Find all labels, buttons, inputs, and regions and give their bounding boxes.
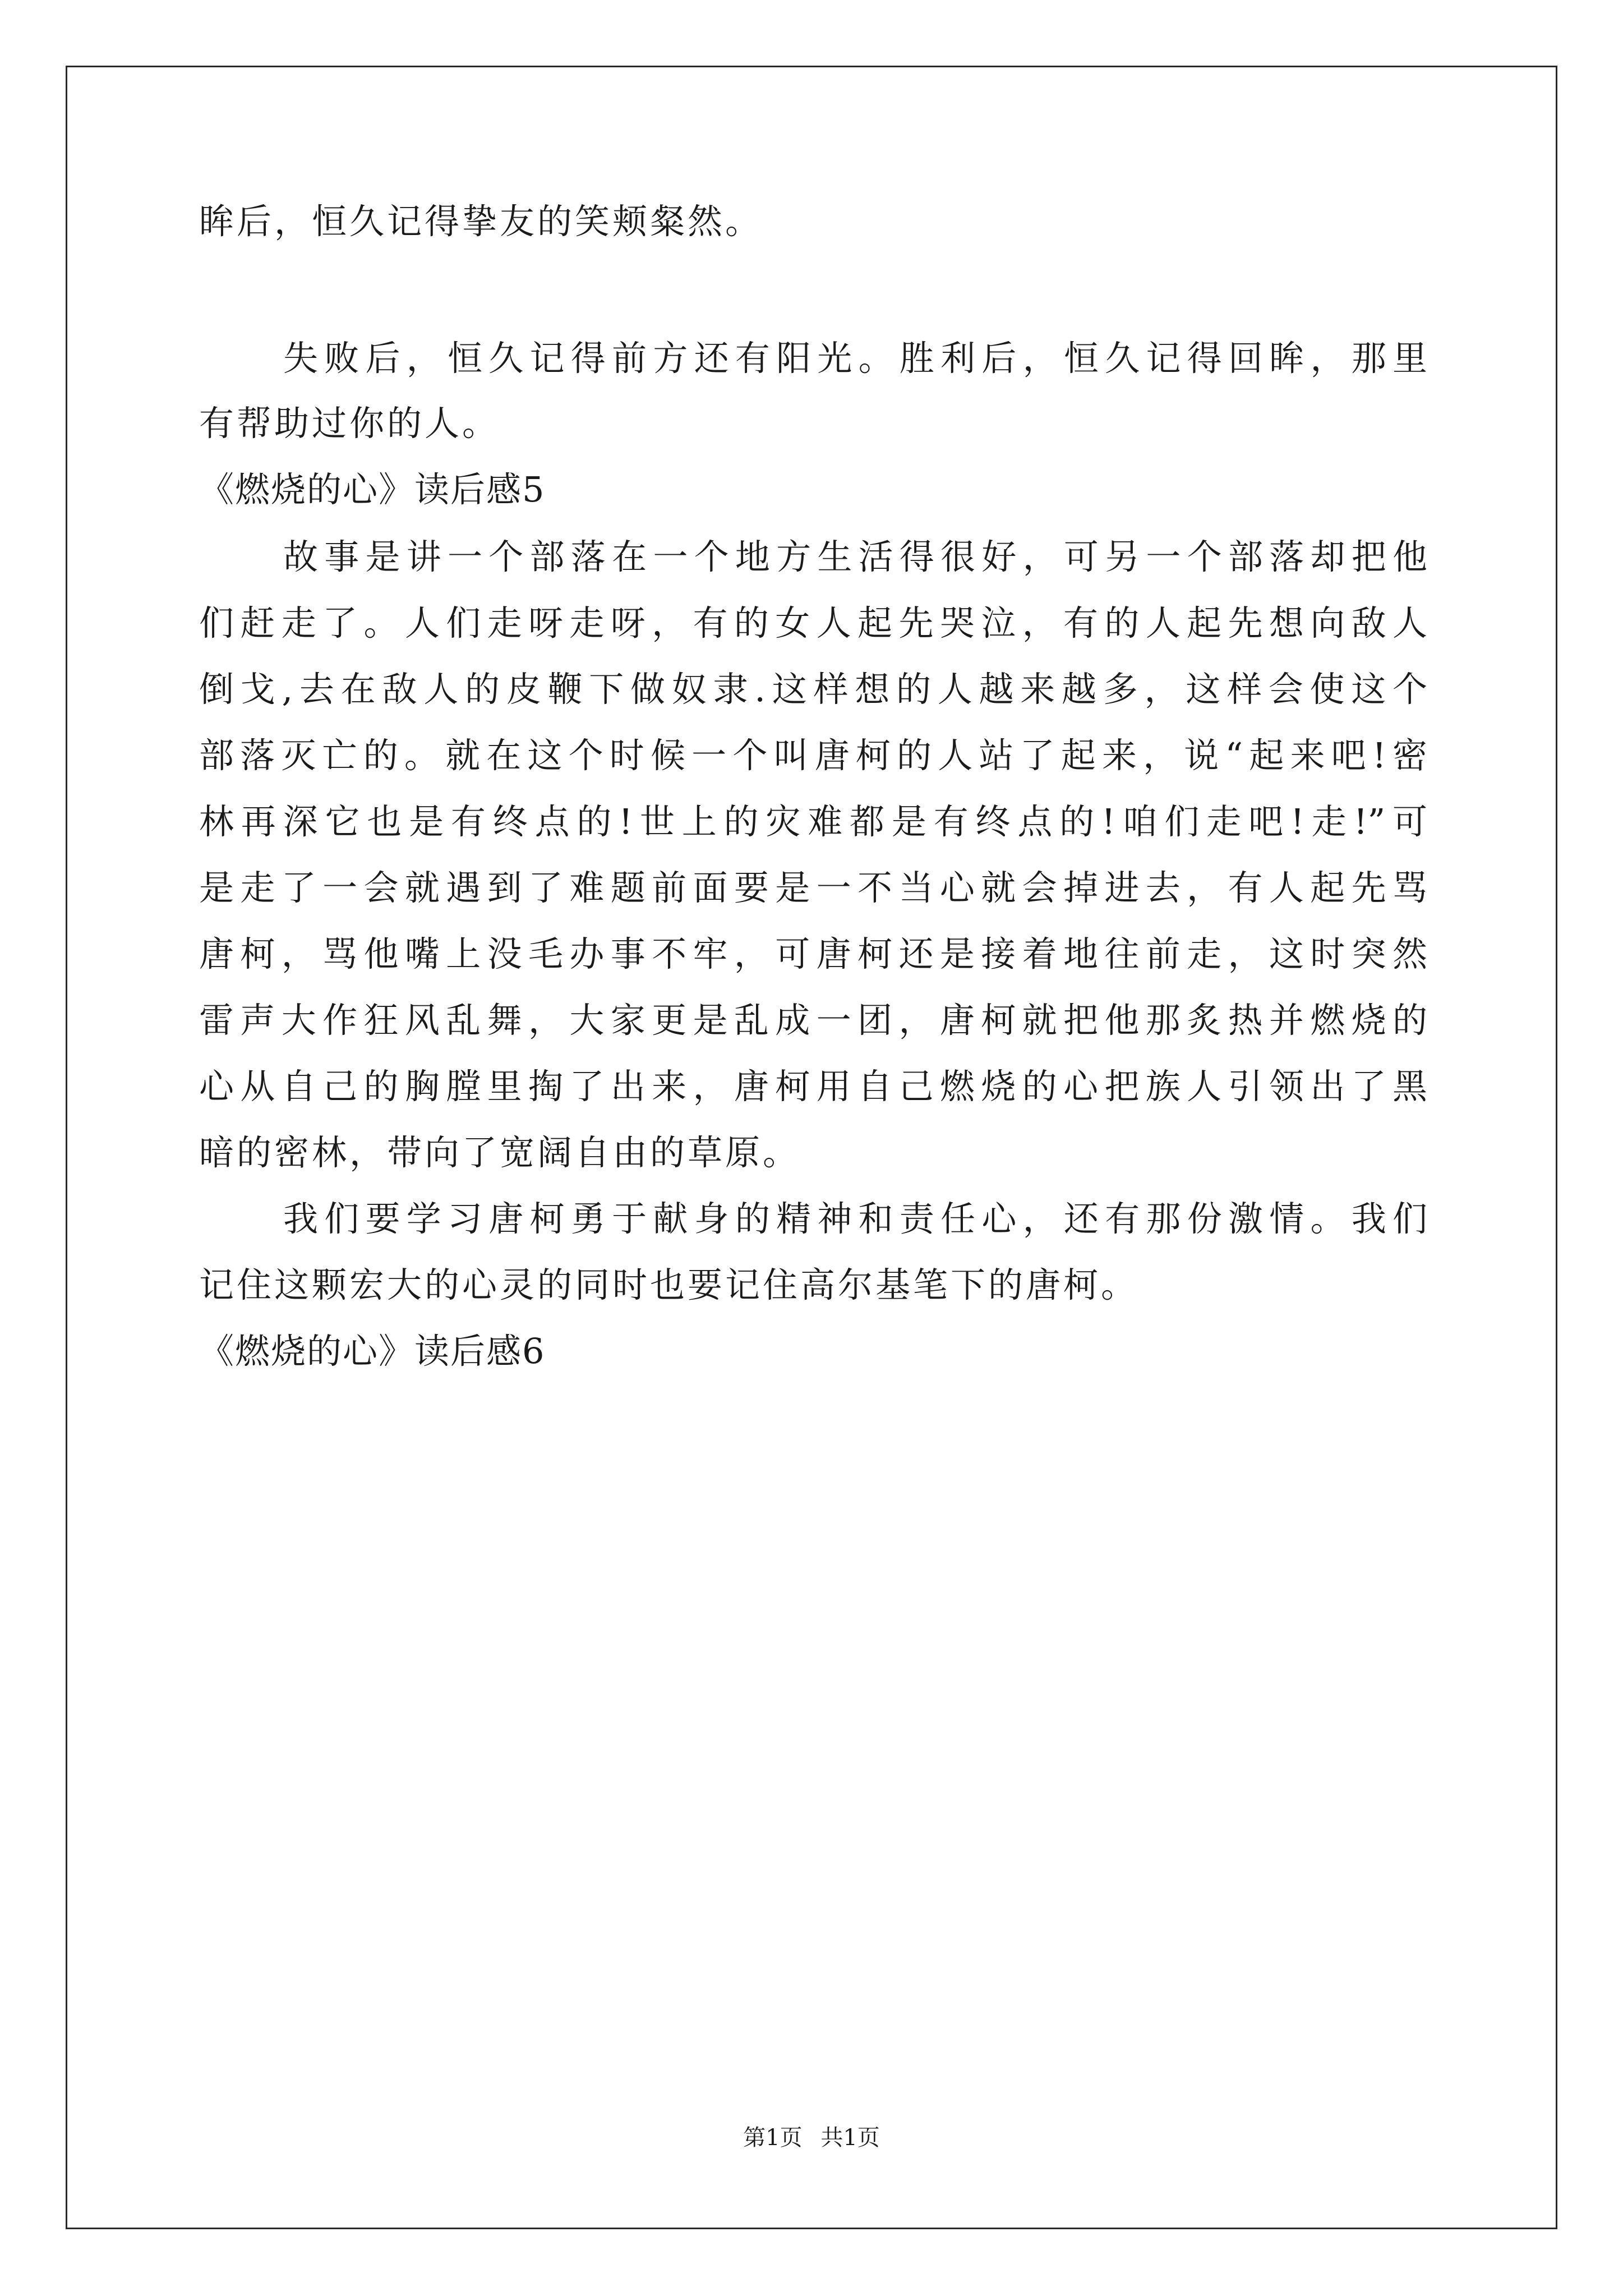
- page-footer: [0, 2122, 1623, 2154]
- paragraph-line: 唐柯，骂他嘴上没毛办事不牢，可唐柯还是接着地往前走，这时突然: [199, 933, 1427, 974]
- paragraph-line: 倒戈,去在敌人的皮鞭下做奴隶.这样想的人越来越多，这样会使这个: [199, 669, 1427, 710]
- page-number-current: 第1页: [743, 2125, 803, 2151]
- paragraph-line: 们赶走了。人们走呀走呀，有的女人起先哭泣，有的人起先想向敌人: [199, 602, 1427, 643]
- paragraph-line: 失败后，恒久记得前方还有阳光。胜利后，恒久记得回眸，那里: [283, 338, 1427, 379]
- paragraph-line: 故事是讲一个部落在一个地方生活得很好，可另一个部落却把他: [283, 536, 1427, 577]
- paragraph-line: 记住这颗宏大的心灵的同时也要记住高尔基笔下的唐柯。: [199, 1264, 1139, 1305]
- paragraph-line: 心从自己的胸膛里掏了出来，唐柯用自己燃烧的心把族人引领出了黑: [199, 1066, 1427, 1107]
- section-heading: 《燃烧的心》读后感5: [199, 469, 546, 510]
- paragraph-line: 雷声大作狂风乱舞，大家更是乱成一团，唐柯就把他那炙热并燃烧的: [199, 1000, 1427, 1041]
- paragraph-line: 有帮助过你的人。: [199, 403, 500, 444]
- paragraph-line: 眸后，恒久记得挚友的笑颊粲然。: [199, 201, 763, 242]
- page-number-total: 共1页: [820, 2125, 880, 2151]
- paragraph-line: 林再深它也是有终点的!世上的灾难都是有终点的!咱们走吧!走!”可: [199, 801, 1427, 842]
- paragraph-line: 我们要学习唐柯勇于献身的精神和责任心，还有那份激情。我们: [283, 1198, 1427, 1239]
- paragraph-line: 暗的密林，带向了宽阔自由的草原。: [199, 1132, 801, 1173]
- paragraph-line: 部落灭亡的。就在这个时候一个叫唐柯的人站了起来，说“起来吧!密: [199, 735, 1427, 776]
- section-heading: 《燃烧的心》读后感6: [199, 1331, 546, 1372]
- paragraph-line: 是走了一会就遇到了难题前面要是一不当心就会掉进去，有人起先骂: [199, 867, 1427, 908]
